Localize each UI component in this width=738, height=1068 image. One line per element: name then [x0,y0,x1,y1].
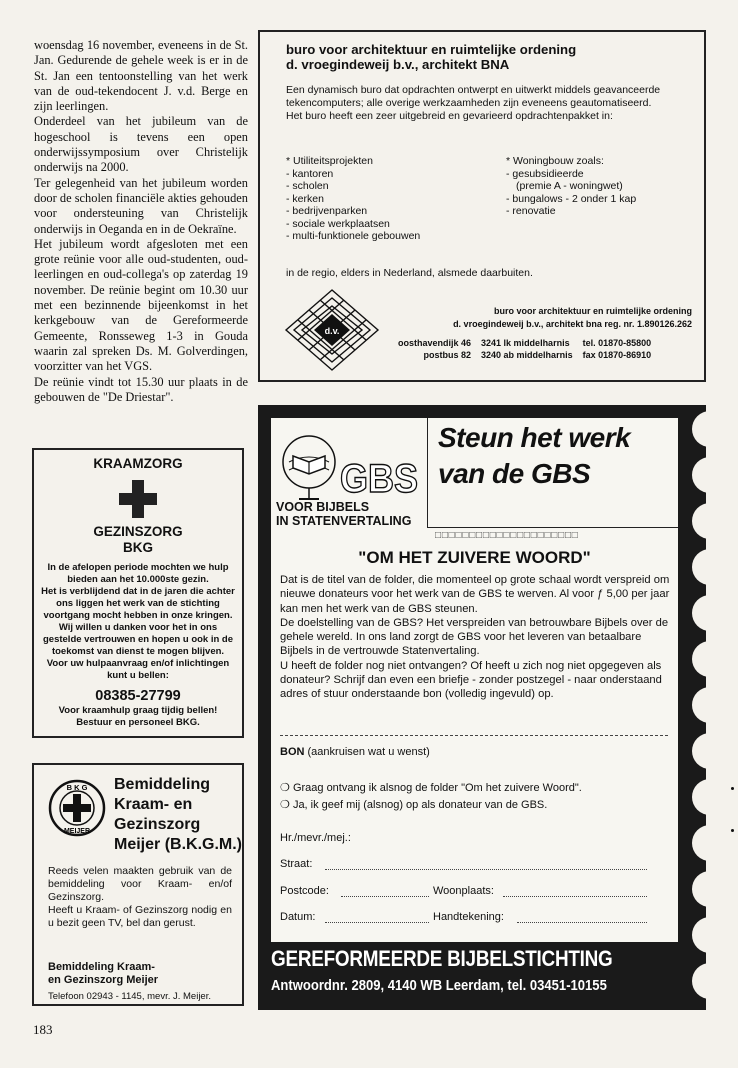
gbs-logo-letters: GBS [340,457,418,501]
architect-intro-line: Een dynamisch buro dat opdrachten ontwerpt en uitwerkt middels geavanceerde tekencomputers; alle overige werkzaamheden zijn eveneens geautomatiseerd. [286,84,661,109]
bkgm-title [114,775,242,855]
kraamzorg-line: Wij willen u danken voor het in ons gestelde vertrouwen en hopen u ook in de toekomst van dienst te mogen blijven. [42,622,234,657]
architect-list-utiliteit [286,155,420,243]
kraamzorg-bkg: BKG [123,540,153,555]
article-text [34,38,248,405]
bkgm-footer-line: Bemiddeling Kraam- [48,961,155,973]
architect-name-line: buro voor architektuur en ruimtelijke ordening [493,306,692,316]
bkgm-logo-bottom: MEIJER [63,828,91,835]
kraamzorg-title: KRAAMZORG [93,456,183,471]
article-paragraph: woensdag 16 november, eveneens in de St. Jan. Gedurende de gehele week is er in de St. Jan een tentoonstelling van het werk van de oud-tekendocent J. v.d. Berge en zijn leerlingen. [34,38,248,114]
address-postbus: postbus 82 [423,349,472,360]
kraamzorg-subtitle: GEZINSZORG [93,524,183,539]
field-woonplaats-label: Woonplaats: [433,885,494,897]
bon-hint: (aankruisen wat u wenst) [307,746,430,758]
field-postcode-label: Postcode: [280,885,329,897]
scallop-edge [678,405,706,1010]
article-paragraph: Het jubileum wordt afgesloten met een grote reünie voor alle oud-studenten, oud-leerlingen en oud-collega's op zaterdag 19 november. De reünie begint om 10.30 uur met een bezinnende bijeenkomst in het kerkgebouw van de Gereformeerde Gemeente, Ronsseweg 1-3 in Gouda waarin zal spreken Ds. M. Golverdingen, voorzitter van het VGS. [34,236,248,374]
cut-line [280,735,668,736]
address-fax: fax 01870-86910 [582,349,652,360]
page-number: 183 [33,1022,53,1037]
bkgm-paragraph: Heeft u Kraam- of Gezinszorg nodig en u bezit geen TV, bel dan gerust. [48,904,232,929]
bkgm-title-line: Kraam- en [114,796,193,813]
list-item: - scholen [286,180,329,192]
gbs-address: Antwoordnr. 2809, 4140 WB Leerdam, tel. 03451-10155 [271,978,607,994]
field-postcode-input[interactable] [341,886,429,897]
bkgm-title-line: Bemiddeling [114,776,211,793]
bkgm-text [48,865,232,930]
list-item: - bungalows - 2 onder 1 kap [506,192,637,205]
architect-name [453,305,692,331]
field-woonplaats-input[interactable] [503,886,647,897]
architect-heading-line: d. vroegindeweij b.v., architekt BNA [286,57,510,72]
architect-intro [286,84,691,123]
checkbox-circle-icon[interactable]: ❍ [280,799,290,811]
address-zip: 3241 lk middelharnis [481,338,570,348]
bkgm-contact: Telefoon 02943 - 1145, mevr. J. Meijer. [48,991,211,1002]
article-paragraph: Ter gelegenheid van het jubileum worden door de scholen financiële akties gehouden voor ondersteuning van Christelijk onderwijs in Oeganda en in de Oekraïne. [34,175,248,236]
bkgm-ad [32,763,244,1006]
gbs-slogan-text [438,420,630,492]
gbs-slogan-line: van de GBS [438,458,591,489]
gbs-paragraph: Dat is de titel van de folder, die momenteel op grote schaal wordt verspreid om nieuwe donateurs voor het werk van de GBS te werven. Al voor ƒ 5,00 per jaar kan men het werk van de GBS steunen. [280,574,670,615]
gbs-slogan [427,418,678,528]
kraamzorg-line: In de afelopen periode mochten we hulp bieden aan het 10.000ste gezin. [47,562,229,585]
kraamzorg-ad [32,448,244,738]
list-item: - kantoren [286,167,334,180]
field-datum-input[interactable] [325,912,429,923]
gbs-slogan-line: Steun het werk [438,422,631,453]
kraamzorg-footer: Voor kraamhulp graag tijdig bellen! [58,705,218,716]
list-item: - sociale werkplaatsen [286,217,390,230]
gbs-logo-icon [279,426,429,504]
architect-address [398,338,661,361]
kraamzorg-line: Voor uw hulpaanvraag en/of inlichtingen kunt u bellen: [46,658,230,681]
field-street-input[interactable] [325,859,647,870]
architect-heading-line: buro voor architektuur en ruimtelijke ordening [286,42,577,57]
gbs-panel [271,418,678,942]
gbs-ad [258,405,706,1010]
kraamzorg-line: Het is verblijdend dat in de jaren die achter ons liggen het werk van de stichting voortgang mocht hebben in onze kringen. [41,586,235,621]
scan-speck [731,787,734,790]
gbs-headline: "OM HET ZUIVERE WOORD" [358,548,591,567]
field-datum-label: Datum: [280,911,316,923]
bkgm-title-line: Gezinszorg [114,816,201,833]
option-folder[interactable] [280,781,582,794]
kraamzorg-phone: 08385-27799 [95,688,181,704]
address-street: oosthavendijk 46 [398,338,472,348]
bkgm-logo-top: B K G [66,783,88,792]
list-item: - multi-funktionele gebouwen [286,230,421,242]
architect-logo-icon [284,288,380,372]
list-item: (premie A - woningwet) [516,180,623,192]
gbs-tagline [276,500,411,528]
field-name-label: Hr./mevr./mej.: [280,832,351,844]
bkgm-footer-title [48,961,158,987]
address-phone: tel. 01870-85800 [582,338,652,348]
list-item: - kerken [286,192,324,205]
bkgm-footer-line: en Gezinszorg Meijer [48,974,159,986]
list-item: * Utiliteitsprojekten [286,155,373,167]
architect-logo-text: d.v. [324,326,340,336]
list-item: - renovatie [506,205,556,217]
field-handtekening-label: Handtekening: [433,911,504,923]
option-label: Ja, ik geef mij (alsnog) op als donateur van de GBS. [292,799,548,811]
gbs-paragraph: U heeft de folder nog niet ontvangen? Of heeft u zich nog niet opgegeven als donateur? Schrijf dan even een briefje - zonder postzegel - naar onderstaand adres of stuur onderstaande bon (volledig ingevuld) op. [280,659,662,701]
list-item: * Woningbouw zoals: [506,155,604,167]
field-street-label: Straat: [280,858,313,870]
architect-name-line: d. vroegindeweij b.v., architekt bna reg. nr. 1.890126.262 [453,319,692,329]
checkbox-circle-icon[interactable]: ❍ [280,782,290,794]
list-item: - gesubsidieerde [506,167,584,180]
bkgm-title-line: Meijer (B.K.G.M.) [114,836,243,853]
field-handtekening-input[interactable] [517,912,647,923]
architect-list-woningbouw [506,155,636,218]
gbs-checkbox-row: □□□□□□□□□□□□□□□□□□□□□ [435,530,579,541]
kraamzorg-body [40,562,236,682]
architect-region: in de regio, elders in Nederland, alsmede daarbuiten. [286,267,533,279]
list-item: - bedrijvenparken [286,205,368,217]
gbs-organisation: GEREFORMEERDE BIJBELSTICHTING [271,946,613,971]
bkgm-paragraph: Reeds velen maakten gebruik van de bemiddeling voor Kraam- en/of Gezinszorg. [48,865,232,903]
article-paragraph: Onderdeel van het jubileum van de hogeschool is tevens een open onderwijssymposium over Christelijk onderwijs na 2000. [34,114,248,175]
article-paragraph: De reünie vindt tot 15.30 uur plaats in de gebouwen de "De Driestar". [34,374,248,404]
option-label: Graag ontvang ik alsnog de folder "Om het zuivere Woord". [292,782,582,794]
bon-label: BON [280,746,305,758]
bon-header [280,746,430,758]
gbs-paragraph: De doelstelling van de GBS? Het verspreiden van betrouwbare Bijbels over de gehele wereld. In ons land zorgt de GBS voor het leveren van betaalbare Bijbels in de vertrouwde Statenvertaling. [280,616,669,658]
architect-heading [286,42,576,72]
address-zip: 3240 ab middelharnis [481,349,573,360]
architect-ad [258,30,706,382]
option-donateur[interactable] [280,798,547,811]
kraamzorg-footer: Bestuur en personeel BKG. [76,717,200,728]
cross-icon [119,480,157,518]
gbs-tagline-line: IN STATENVERTALING [276,514,412,528]
gbs-text [280,573,670,702]
bkgm-logo-icon [48,779,106,837]
gbs-tagline-line: VOOR BIJBELS [276,500,370,514]
scan-speck [731,829,734,832]
architect-intro-line: Het buro heeft een zeer uitgebreid en gevarieerd opdrachtenpakket in: [286,110,613,122]
